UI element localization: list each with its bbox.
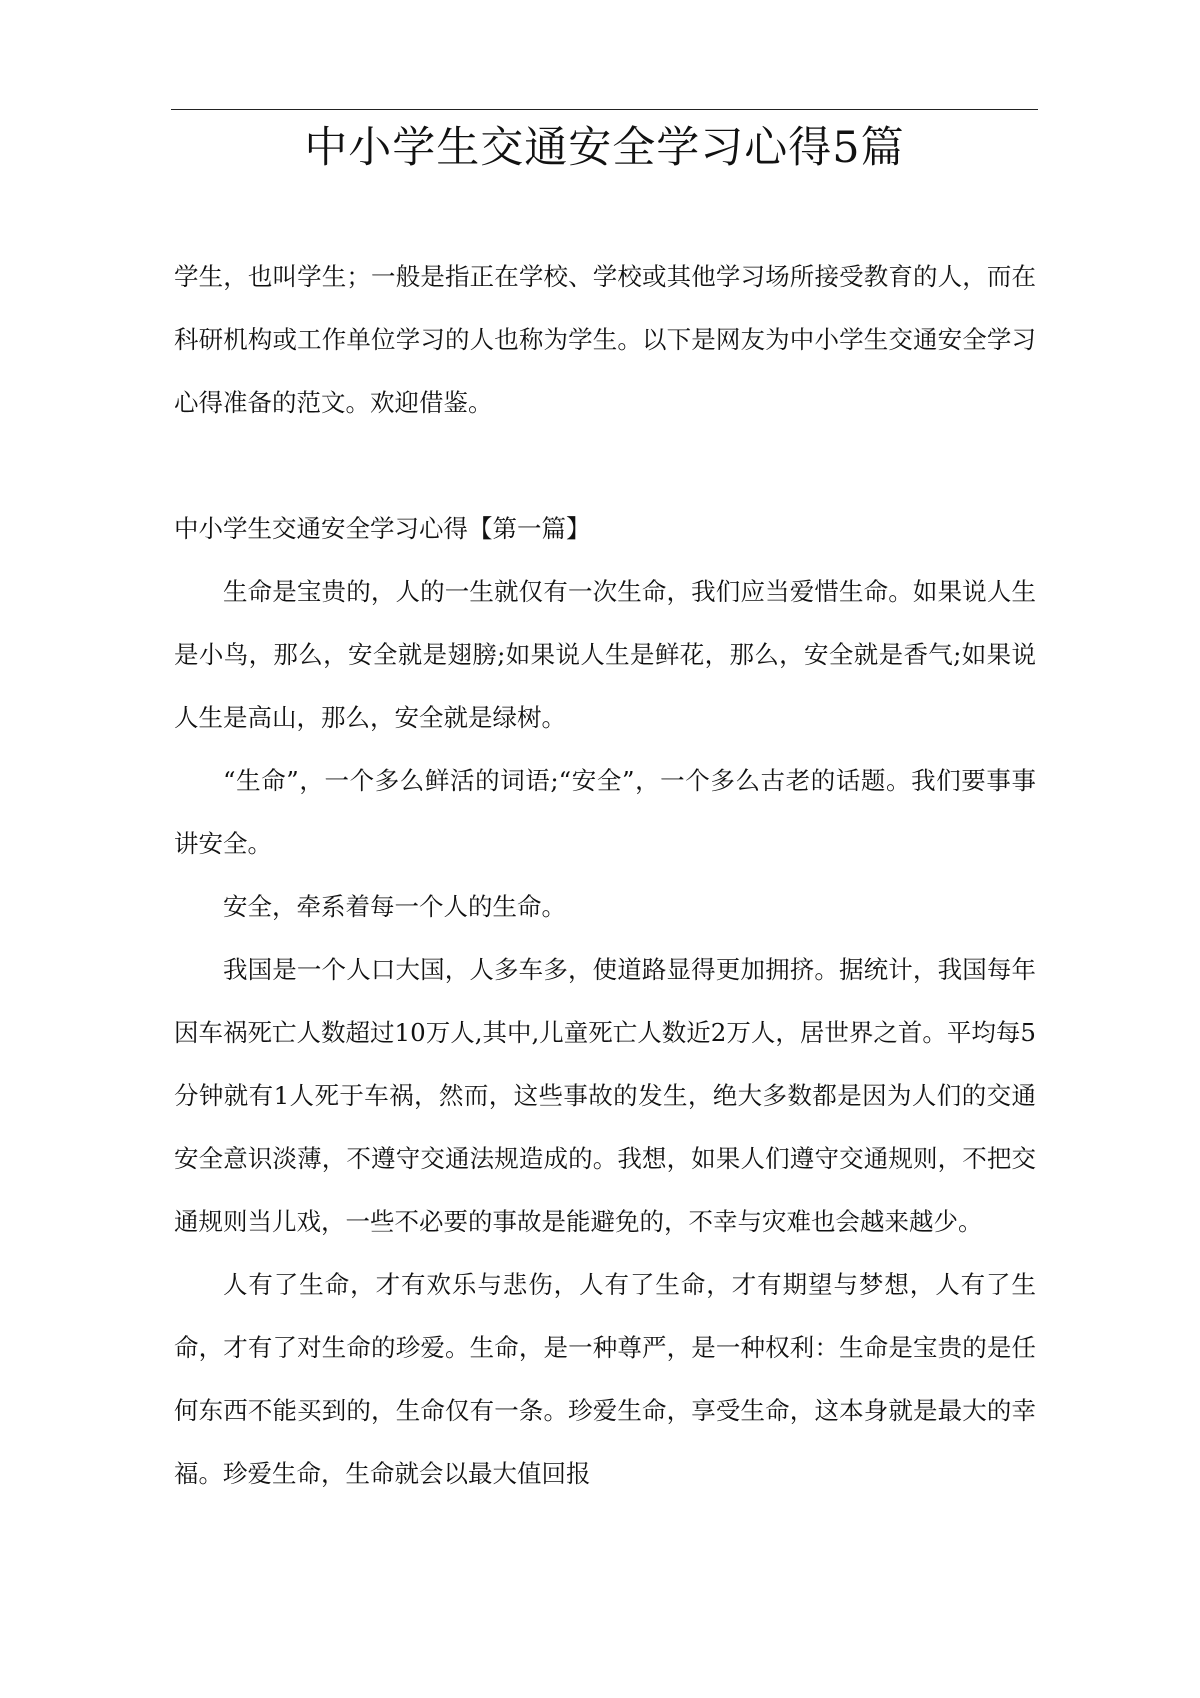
section-heading: 中小学生交通安全学习心得【第一篇】 xyxy=(174,514,591,543)
body-paragraph: 安全，牵系着每一个人的生命。 xyxy=(223,892,566,921)
document-body xyxy=(174,245,1036,1505)
document-title: 中小学生交通安全学习心得5篇 xyxy=(304,123,905,173)
body-paragraph: 人有了生命，才有欢乐与悲伤，人有了生命，才有期望与梦想，人有了生命，才有了对生命的珍爱。生命，是一种尊严，是一种权利：生命是宝贵的是任何东西不能买到的，生命仅有一条。珍爱生命，享受生命，这本身就是最大的幸福。珍爱生命，生命就会以最大值回报 xyxy=(174,1270,1036,1488)
body-paragraph: 生命是宝贵的，人的一生就仅有一次生命，我们应当爱惜生命。如果说人生是小鸟，那么，安全就是翅膀;如果说人生是鲜花，那么，安全就是香气;如果说人生是高山，那么，安全就是绿树。 xyxy=(174,577,1036,732)
body-paragraph: “生命”，一个多么鲜活的词语;“安全”，一个多么古老的话题。我们要事事讲安全。 xyxy=(174,766,1036,858)
intro-paragraph: 学生，也叫学生；一般是指正在学校、学校或其他学习场所接受教育的人，而在科研机构或工作单位学习的人也称为学生。以下是网友为中小学生交通安全学习心得准备的范文。欢迎借鉴。 xyxy=(174,262,1036,417)
body-paragraph: 我国是一个人口大国，人多车多，使道路显得更加拥挤。据统计，我国每年因车祸死亡人数超过10万人,其中,儿童死亡人数近2万人，居世界之首。平均每5分钟就有1人死于车祸，然而，这些事故的发生，绝大多数都是因为人们的交通安全意识淡薄，不遵守交通法规造成的。我想，如果人们遵守交通规则，不把交通规则当儿戏，一些不必要的事故是能避免的，不幸与灾难也会越来越少。 xyxy=(174,955,1036,1236)
header-rule xyxy=(171,109,1038,110)
